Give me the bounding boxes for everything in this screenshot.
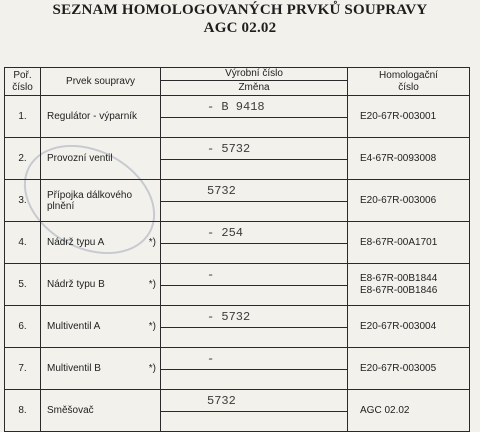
serial-number: - 254 <box>161 222 347 244</box>
change-field <box>161 370 347 389</box>
row-number: 3. <box>5 180 41 222</box>
change-field <box>161 118 347 137</box>
row-element <box>41 306 161 348</box>
row-element <box>41 138 161 180</box>
table-row <box>5 348 470 390</box>
row-number: 5. <box>5 264 41 306</box>
table-row <box>5 180 470 222</box>
homologation-number: E8-67R-00B1844 <box>360 272 438 284</box>
change-field <box>161 160 347 179</box>
table-row <box>5 222 470 264</box>
row-element <box>41 180 161 222</box>
change-field <box>161 328 347 347</box>
homologation-number: E20-67R-003001 <box>360 110 437 122</box>
header-no-line1: Poř. <box>13 69 32 81</box>
homologation-number: AGC 02.02 <box>360 404 410 416</box>
element-name: Regulátor - výparník <box>47 111 138 122</box>
element-name: Směšovač <box>47 405 94 416</box>
table-row <box>5 96 470 138</box>
row-number: 8. <box>5 390 41 432</box>
row-number: 2. <box>5 138 41 180</box>
change-field <box>161 412 347 431</box>
header-homolog-line1: Homologační <box>379 69 438 81</box>
row-number: 4. <box>5 222 41 264</box>
row-homologation <box>348 306 470 348</box>
row-serial <box>161 222 348 264</box>
row-serial <box>161 96 348 138</box>
row-serial <box>161 138 348 180</box>
header-homologation <box>348 68 470 96</box>
row-homologation <box>348 96 470 138</box>
header-homolog-line2: číslo <box>398 81 419 93</box>
row-homologation <box>348 180 470 222</box>
serial-number: - <box>161 348 347 370</box>
header-element: Prvek soupravy <box>41 68 161 96</box>
row-homologation <box>348 138 470 180</box>
homologation-number: E20-67R-003004 <box>360 320 437 332</box>
serial-number: 5732 <box>161 390 347 412</box>
header-no-line2: číslo <box>12 81 33 93</box>
element-note: *) <box>148 237 156 248</box>
row-serial <box>161 348 348 390</box>
element-name: Multiventil B <box>47 363 101 374</box>
element-note: *) <box>148 321 156 332</box>
row-number: 6. <box>5 306 41 348</box>
header-serial: Výrobní číslo <box>161 68 348 81</box>
table-row <box>5 306 470 348</box>
components-table <box>4 67 470 432</box>
element-name: Multiventil A <box>47 321 101 332</box>
change-field <box>161 244 347 263</box>
serial-number: - B 9418 <box>161 96 347 118</box>
change-field <box>161 286 347 305</box>
row-serial <box>161 264 348 306</box>
serial-number: - <box>161 264 347 286</box>
row-element <box>41 222 161 264</box>
row-number: 1. <box>5 96 41 138</box>
element-name: Přípojka dálkového plnění <box>47 189 133 212</box>
serial-number: - 5732 <box>161 306 347 328</box>
row-number: 7. <box>5 348 41 390</box>
homologation-number: E8-67R-00B1846 <box>360 284 438 296</box>
header-order-number <box>5 68 41 96</box>
element-note: *) <box>148 279 156 290</box>
header-change: Změna <box>161 81 348 96</box>
row-element <box>41 264 161 306</box>
row-element <box>41 96 161 138</box>
element-name: Nádrž typu A <box>47 237 105 248</box>
table-row <box>5 264 470 306</box>
table-row <box>5 138 470 180</box>
element-name: Nádrž typu B <box>47 279 105 290</box>
document-title: SEZNAM HOMOLOGOVANÝCH PRVKŮ SOUPRAVY <box>52 2 428 18</box>
homologation-number: E8-67R-00A1701 <box>360 236 438 248</box>
row-serial <box>161 180 348 222</box>
serial-number: 5732 <box>161 180 347 202</box>
row-homologation <box>348 222 470 264</box>
row-element <box>41 348 161 390</box>
homologation-number: E20-67R-003005 <box>360 362 437 374</box>
document-subtitle: AGC 02.02 <box>203 20 277 36</box>
row-homologation <box>348 348 470 390</box>
serial-number: - 5732 <box>161 138 347 160</box>
homologation-number: E4-67R-0093008 <box>360 152 437 164</box>
row-homologation <box>348 264 470 306</box>
element-note: *) <box>148 363 156 374</box>
row-serial <box>161 306 348 348</box>
element-name: Provozní ventil <box>47 153 113 164</box>
homologation-number: E20-67R-003006 <box>360 194 437 206</box>
change-field <box>161 202 347 221</box>
